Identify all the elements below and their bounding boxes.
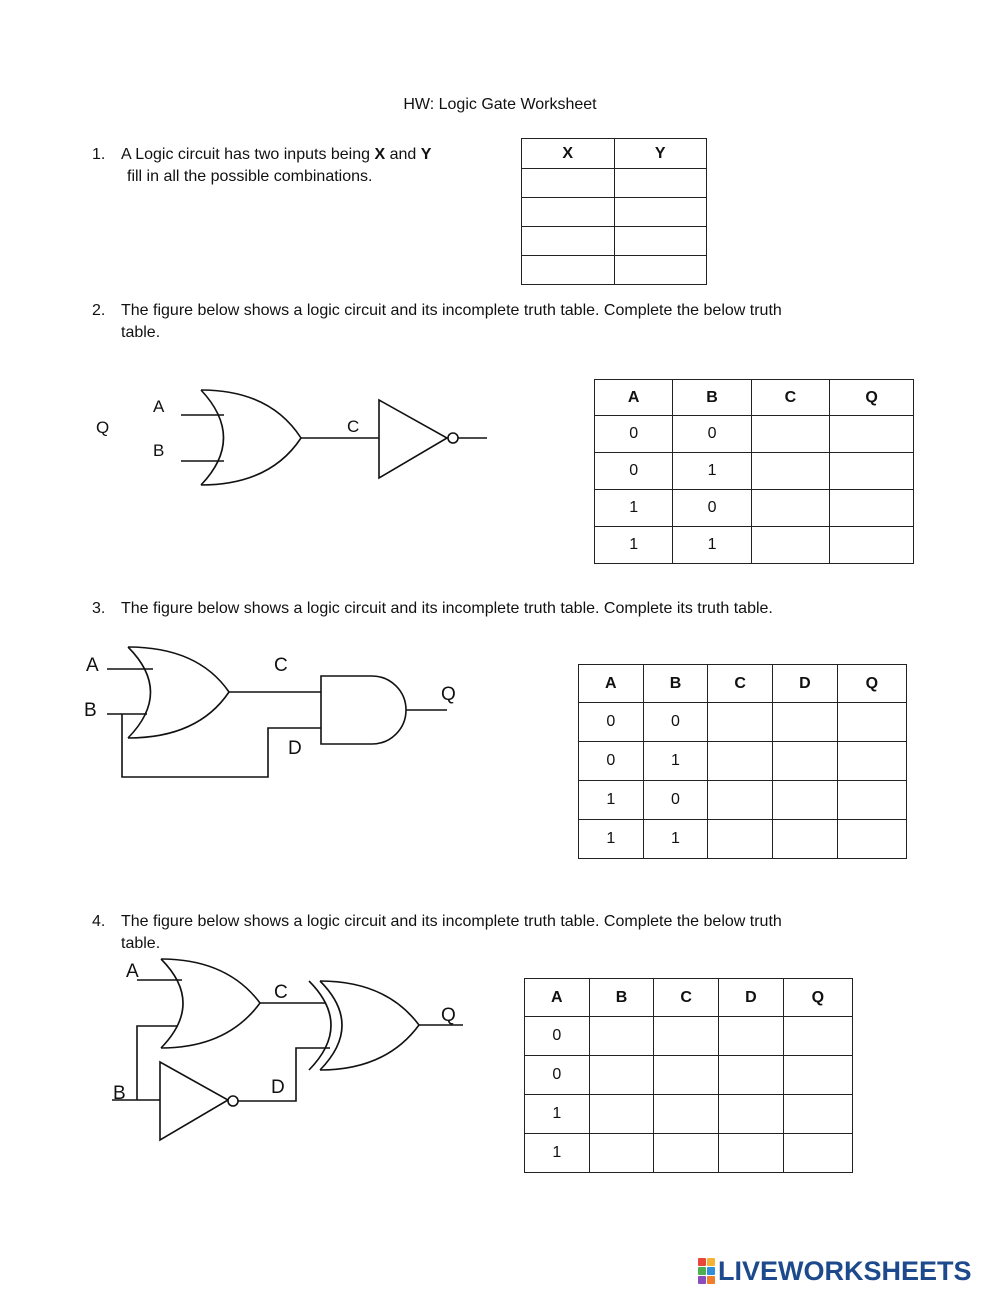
header-cell: C (708, 665, 773, 703)
q2-or-gate-back (201, 390, 224, 485)
table-row (525, 1056, 853, 1095)
q3-label-c: C (274, 655, 288, 676)
q1-text-line2: fill in all the possible combinations. (127, 168, 373, 185)
table-row (595, 490, 914, 527)
q1-and: and (385, 146, 421, 163)
value-cell: 0 (643, 781, 708, 820)
table-row (595, 453, 914, 490)
q4-label-q: Q (441, 1005, 456, 1026)
q2-not-gate (379, 400, 447, 478)
value-cell: 0 (673, 490, 751, 527)
table-row (579, 742, 907, 781)
value-cell: 1 (595, 527, 673, 564)
answer-cell[interactable] (654, 1095, 719, 1134)
table-row (579, 703, 907, 742)
value-cell: 0 (643, 703, 708, 742)
q3-label-a: A (86, 655, 99, 676)
value-cell: 0 (673, 416, 751, 453)
q4-wire-b-branch (137, 1026, 178, 1100)
table-row (525, 1095, 853, 1134)
table-row (525, 1134, 853, 1173)
answer-cell[interactable] (830, 416, 914, 453)
answer-cell[interactable] (654, 1056, 719, 1095)
answer-cell[interactable] (830, 490, 914, 527)
q3-number: 3. (92, 600, 106, 617)
header-cell: D (719, 979, 784, 1017)
logo-text: LIVEWORKSHEETS (718, 1255, 972, 1286)
answer-cell[interactable] (589, 1134, 654, 1173)
answer-cell[interactable] (654, 1017, 719, 1056)
value-cell: 1 (673, 453, 751, 490)
q4-label-d: D (271, 1077, 285, 1098)
table-row (579, 820, 907, 859)
worksheet-title: HW: Logic Gate Worksheet (403, 96, 597, 113)
q2-label-a: A (153, 397, 165, 416)
answer-cell[interactable] (751, 416, 829, 453)
answer-cell[interactable] (830, 527, 914, 564)
answer-cell[interactable] (783, 1017, 852, 1056)
logo-block (698, 1276, 706, 1284)
q3-and-gate (321, 676, 406, 744)
answer-cell[interactable] (751, 490, 829, 527)
answer-cell[interactable] (708, 703, 773, 742)
q4-not-gate (160, 1062, 228, 1140)
answer-cell[interactable] (783, 1134, 852, 1173)
q4-number: 4. (92, 913, 106, 930)
answer-cell[interactable] (589, 1056, 654, 1095)
header-cell: A (595, 380, 673, 416)
header-cell: C (751, 380, 829, 416)
q2-or-gate-body (201, 390, 301, 485)
q4-or-gate-back (161, 959, 183, 1048)
header-cell: Y (614, 139, 707, 169)
q3-text-line1: The figure below shows a logic circuit and its incomplete truth table. Complete its truth table. (121, 600, 773, 617)
q1-y-var: Y (420, 146, 432, 163)
value-cell: 0 (579, 703, 644, 742)
q1-text-part: A Logic circuit has two inputs being (121, 146, 375, 163)
q4-xor-gate-body (320, 981, 419, 1070)
q2-label-q: Q (96, 418, 110, 437)
answer-cell[interactable] (589, 1095, 654, 1134)
answer-cell[interactable] (719, 1056, 784, 1095)
value-cell: 1 (579, 781, 644, 820)
value-cell: 1 (579, 820, 644, 859)
answer-cell[interactable] (719, 1134, 784, 1173)
q3-label-q: Q (441, 684, 456, 705)
table-header-row (525, 979, 853, 1017)
answer-cell[interactable] (751, 453, 829, 490)
q3-or-gate-body (128, 647, 229, 738)
q4-xor-extra-curve (309, 981, 331, 1070)
q3-or-gate-back (128, 647, 151, 738)
answer-cell[interactable] (708, 820, 773, 859)
value-cell: 0 (595, 416, 673, 453)
q2-number: 2. (92, 302, 106, 319)
q4-text-line2: table. (121, 935, 161, 952)
header-cell: A (525, 979, 590, 1017)
answer-cell[interactable] (783, 1095, 852, 1134)
header-cell: B (643, 665, 708, 703)
header-cell: B (673, 380, 751, 416)
logo-blocks-icon (698, 1258, 715, 1284)
table-row (525, 1017, 853, 1056)
table-header-row (595, 380, 914, 416)
header-cell: Q (783, 979, 852, 1017)
q1-number: 1. (92, 146, 106, 163)
value-cell: 1 (595, 490, 673, 527)
answer-cell[interactable] (654, 1134, 719, 1173)
q3-label-b: B (84, 700, 97, 721)
header-cell: B (589, 979, 654, 1017)
header-cell: D (773, 665, 838, 703)
header-cell: Q (837, 665, 906, 703)
logo-block (698, 1258, 706, 1266)
value-cell: 1 (673, 527, 751, 564)
value-cell: 0 (525, 1056, 590, 1095)
q2-label-c: C (347, 417, 360, 436)
value-cell: 0 (579, 742, 644, 781)
logo-block (707, 1258, 715, 1266)
answer-cell[interactable] (837, 703, 906, 742)
q3-truth-table (578, 664, 907, 859)
logo-block (698, 1267, 706, 1275)
answer-cell[interactable] (837, 820, 906, 859)
answer-cell[interactable] (773, 703, 838, 742)
q2-truth-table (594, 379, 914, 564)
answer-cell[interactable] (837, 781, 906, 820)
answer-cell[interactable] (837, 742, 906, 781)
liveworksheets-logo (698, 1256, 972, 1286)
answer-cell[interactable] (589, 1017, 654, 1056)
logo-block (707, 1276, 715, 1284)
q4-or-gate-body (161, 959, 260, 1048)
value-cell: 1 (525, 1095, 590, 1134)
table-row (595, 416, 914, 453)
header-cell: Q (830, 380, 914, 416)
q4-not-bubble (228, 1096, 238, 1106)
q2-text-line2: table. (121, 324, 161, 341)
answer-cell[interactable] (773, 820, 838, 859)
answer-cell[interactable] (751, 527, 829, 564)
table-header-row (579, 665, 907, 703)
logo-block (707, 1267, 715, 1275)
value-cell: 1 (525, 1134, 590, 1173)
value-cell: 1 (643, 742, 708, 781)
q2-label-b: B (153, 441, 165, 460)
q4-label-a: A (126, 961, 139, 982)
q4-label-b: B (113, 1083, 126, 1104)
answer-cell[interactable] (773, 781, 838, 820)
q4-label-c: C (274, 982, 288, 1003)
value-cell: 0 (595, 453, 673, 490)
q4-text-line1: The figure below shows a logic circuit and its incomplete truth table. Complete the below truth (121, 913, 782, 930)
answer-cell[interactable] (830, 453, 914, 490)
q3-label-d: D (288, 738, 302, 759)
answer-cell[interactable] (708, 781, 773, 820)
answer-cell[interactable] (719, 1095, 784, 1134)
answer-cell[interactable] (719, 1017, 784, 1056)
answer-cell[interactable] (783, 1056, 852, 1095)
answer-cell[interactable] (773, 742, 838, 781)
table-row (595, 527, 914, 564)
q2-text-line1: The figure below shows a logic circuit and its incomplete truth table. Complete the below truth (121, 302, 782, 319)
table-row (579, 781, 907, 820)
header-cell: A (579, 665, 644, 703)
q2-not-bubble (448, 433, 458, 443)
q4-truth-table (524, 978, 853, 1173)
value-cell: 1 (643, 820, 708, 859)
header-cell: C (654, 979, 719, 1017)
answer-cell[interactable] (708, 742, 773, 781)
q1-x-var: X (374, 146, 386, 163)
header-cell: X (522, 139, 615, 169)
value-cell: 0 (525, 1017, 590, 1056)
